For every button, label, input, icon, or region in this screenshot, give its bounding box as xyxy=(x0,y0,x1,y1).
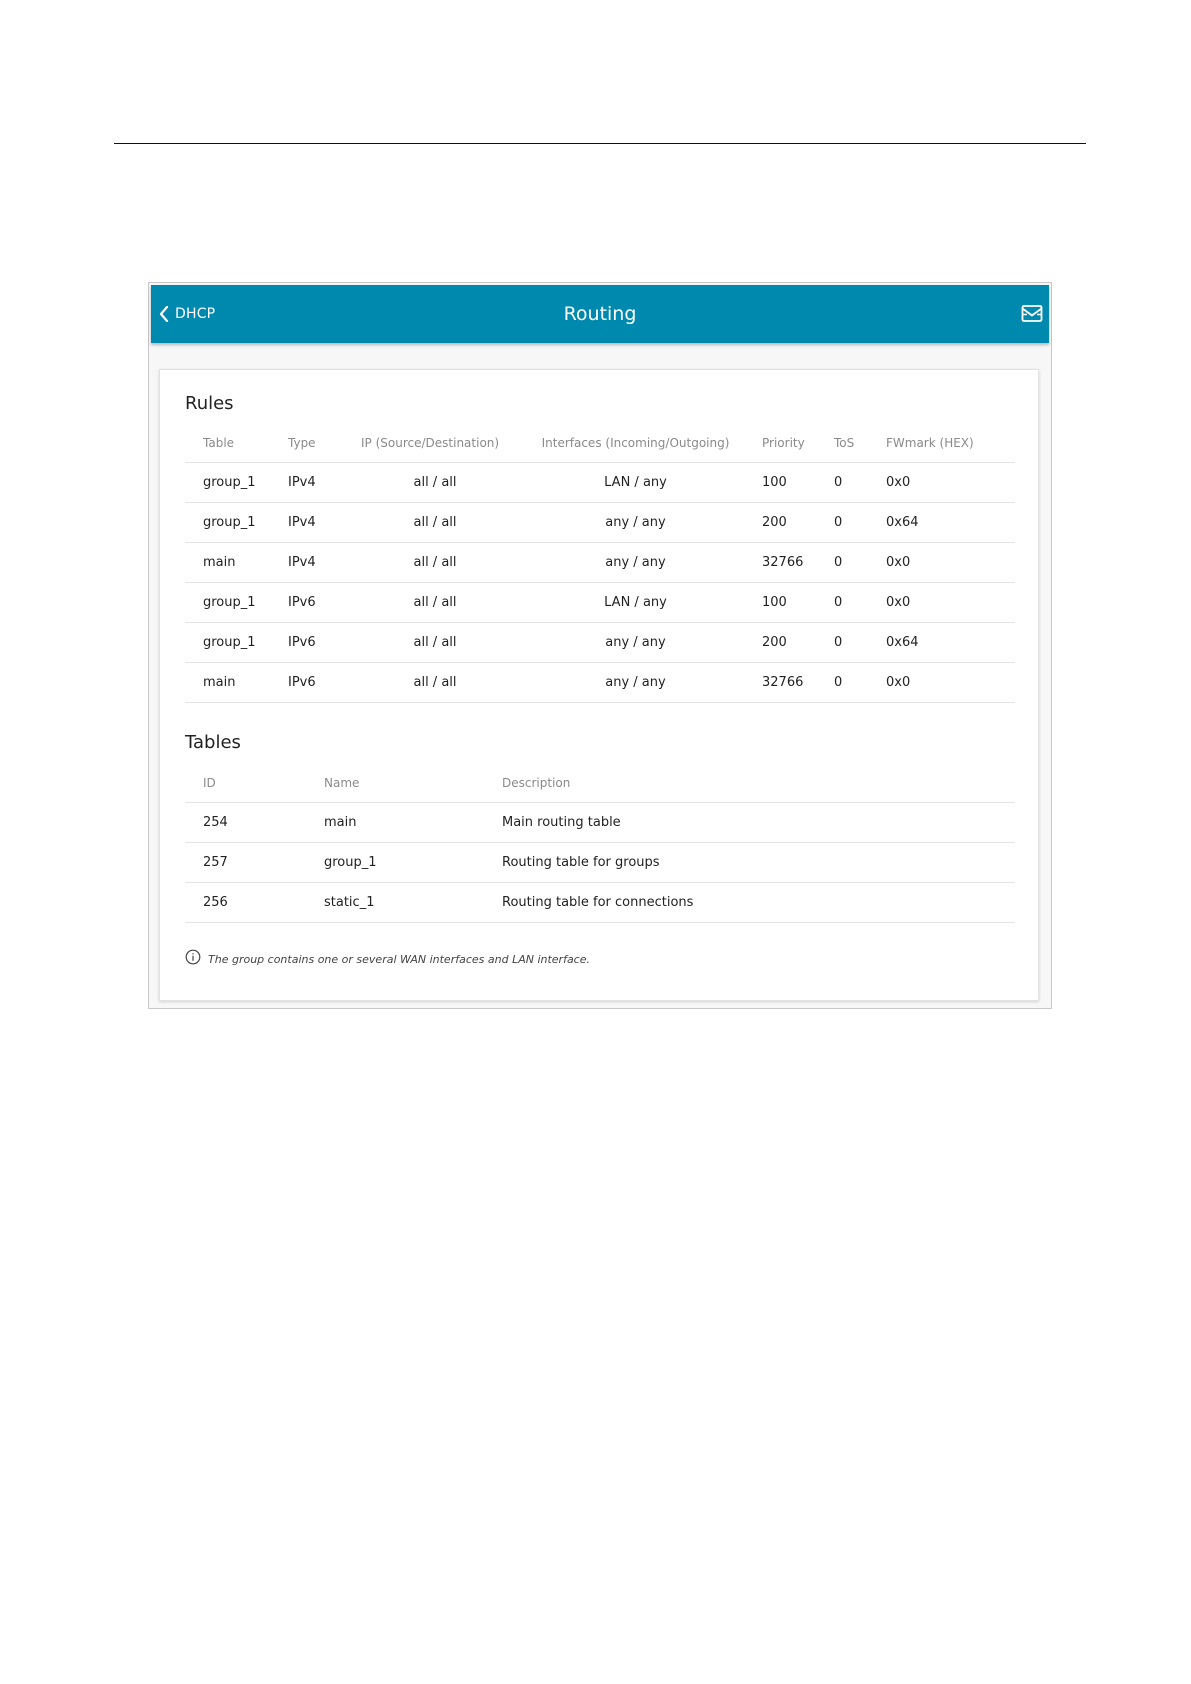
page-top-rule xyxy=(114,143,1086,144)
table-id: 254 xyxy=(185,803,306,843)
rule-interfaces: any / any xyxy=(527,503,744,543)
rule-row[interactable] xyxy=(185,663,1015,703)
rule-tos: 0 xyxy=(816,543,868,583)
rule-type: IPv4 xyxy=(270,543,343,583)
rule-interfaces: LAN / any xyxy=(527,463,744,503)
rule-table: main xyxy=(185,663,270,703)
rule-type: IPv6 xyxy=(270,623,343,663)
col-tos[interactable]: ToS xyxy=(816,424,868,463)
col-table[interactable]: Table xyxy=(185,424,270,463)
table-description: Routing table for groups xyxy=(484,843,1015,883)
rules-table xyxy=(185,424,1015,703)
col-priority[interactable]: Priority xyxy=(744,424,816,463)
rule-priority: 32766 xyxy=(744,663,816,703)
table-name: group_1 xyxy=(306,843,484,883)
col-id[interactable]: ID xyxy=(185,764,306,803)
rule-type: IPv4 xyxy=(270,463,343,503)
table-description: Main routing table xyxy=(484,803,1015,843)
col-fwmark[interactable]: FWmark (HEX) xyxy=(868,424,1015,463)
tables-table xyxy=(185,764,1015,923)
rule-interfaces: any / any xyxy=(527,543,744,583)
rule-row[interactable] xyxy=(185,463,1015,503)
rule-priority: 100 xyxy=(744,463,816,503)
rule-fwmark: 0x0 xyxy=(868,463,1015,503)
page-title: Routing xyxy=(563,303,637,325)
rule-interfaces: any / any xyxy=(527,623,744,663)
routing-card xyxy=(159,369,1039,1001)
rule-tos: 0 xyxy=(816,503,868,543)
rule-ip: all / all xyxy=(343,503,527,543)
rule-row[interactable] xyxy=(185,503,1015,543)
rule-ip: all / all xyxy=(343,583,527,623)
col-description[interactable]: Description xyxy=(484,764,1015,803)
rule-table: group_1 xyxy=(185,503,270,543)
rule-table: main xyxy=(185,543,270,583)
rule-table: group_1 xyxy=(185,583,270,623)
col-interfaces[interactable]: Interfaces (Incoming/Outgoing) xyxy=(527,424,744,463)
group-note-text: The group contains one or several WAN interfaces and LAN interface. xyxy=(208,952,590,966)
table-row[interactable] xyxy=(185,803,1015,843)
rule-row[interactable] xyxy=(185,543,1015,583)
rule-ip: all / all xyxy=(343,463,527,503)
info-icon xyxy=(185,949,201,969)
rule-ip: all / all xyxy=(343,543,527,583)
rule-type: IPv6 xyxy=(270,663,343,703)
rule-ip: all / all xyxy=(343,623,527,663)
table-name: main xyxy=(306,803,484,843)
rule-priority: 32766 xyxy=(744,543,816,583)
rule-row[interactable] xyxy=(185,583,1015,623)
rules-header-row xyxy=(185,424,1015,463)
rules-section-title: Rules xyxy=(185,393,234,414)
table-name: static_1 xyxy=(306,883,484,923)
rule-tos: 0 xyxy=(816,623,868,663)
table-row[interactable] xyxy=(185,843,1015,883)
rule-row[interactable] xyxy=(185,623,1015,663)
col-type[interactable]: Type xyxy=(270,424,343,463)
group-note xyxy=(185,949,590,969)
table-description: Routing table for connections xyxy=(484,883,1015,923)
rule-type: IPv6 xyxy=(270,583,343,623)
rule-type: IPv4 xyxy=(270,503,343,543)
rule-fwmark: 0x64 xyxy=(868,503,1015,543)
rule-tos: 0 xyxy=(816,463,868,503)
table-row[interactable] xyxy=(185,883,1015,923)
chevron-left-icon xyxy=(159,306,169,322)
rule-table: group_1 xyxy=(185,623,270,663)
app-header xyxy=(151,285,1049,343)
rule-interfaces: any / any xyxy=(527,663,744,703)
rule-interfaces: LAN / any xyxy=(527,583,744,623)
rule-table: group_1 xyxy=(185,463,270,503)
rule-tos: 0 xyxy=(816,663,868,703)
rule-fwmark: 0x0 xyxy=(868,663,1015,703)
tables-header-row xyxy=(185,764,1015,803)
tables-section-title: Tables xyxy=(185,732,241,753)
table-id: 257 xyxy=(185,843,306,883)
col-name[interactable]: Name xyxy=(306,764,484,803)
rule-ip: all / all xyxy=(343,663,527,703)
rule-fwmark: 0x0 xyxy=(868,543,1015,583)
back-button-label: DHCP xyxy=(175,306,216,322)
rule-tos: 0 xyxy=(816,583,868,623)
rule-fwmark: 0x0 xyxy=(868,583,1015,623)
col-ip[interactable]: IP (Source/Destination) xyxy=(343,424,527,463)
notifications-button[interactable] xyxy=(1021,304,1043,324)
screenshot-frame xyxy=(148,282,1052,1009)
table-id: 256 xyxy=(185,883,306,923)
mail-icon xyxy=(1021,309,1043,328)
rule-fwmark: 0x64 xyxy=(868,623,1015,663)
back-button[interactable] xyxy=(159,285,215,343)
rule-priority: 200 xyxy=(744,623,816,663)
rule-priority: 200 xyxy=(744,503,816,543)
rule-priority: 100 xyxy=(744,583,816,623)
